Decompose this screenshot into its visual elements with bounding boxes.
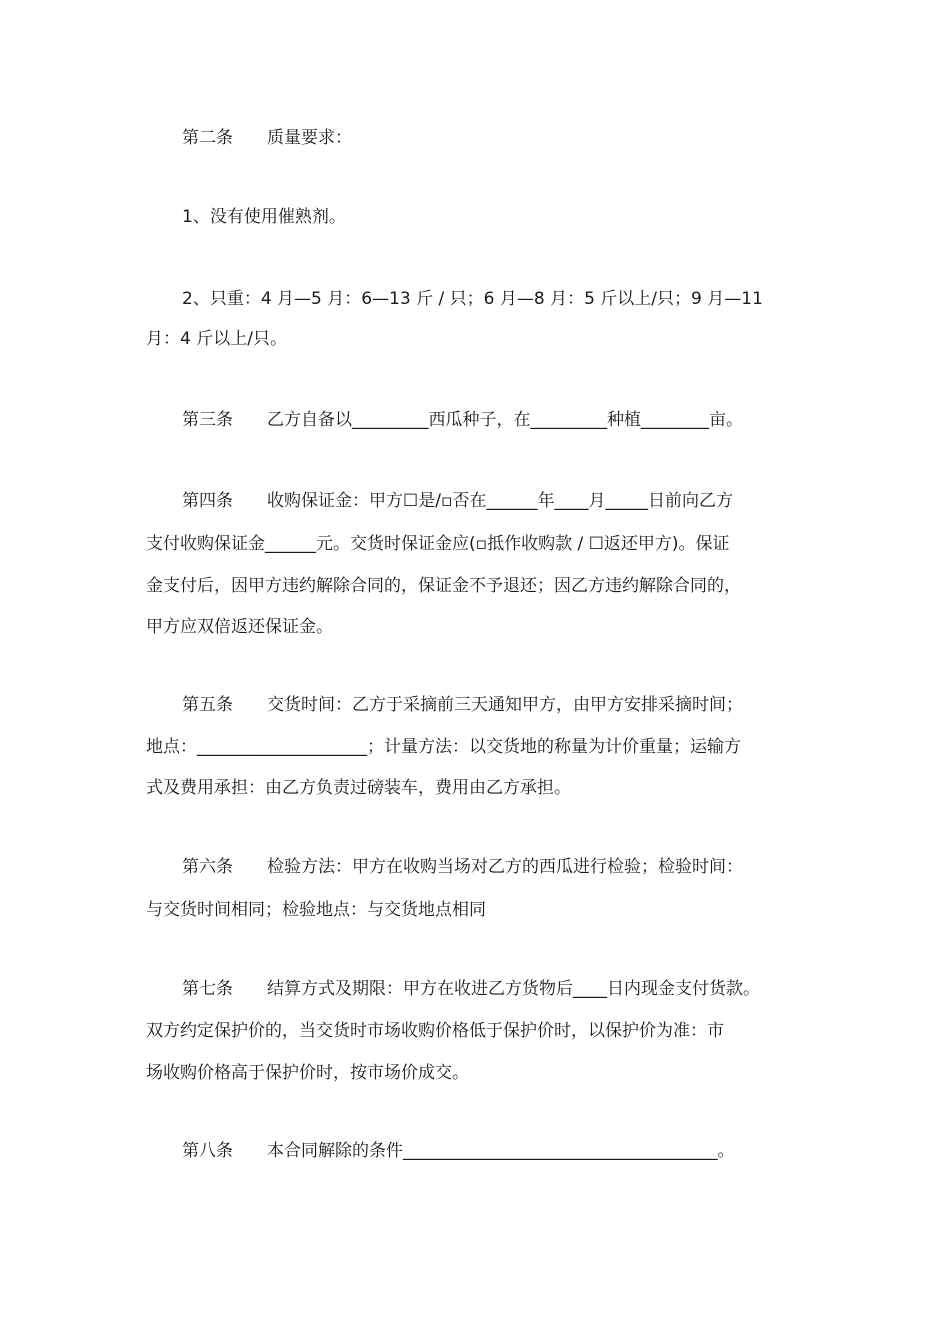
- article7-line-3: 场收购价格高于保护价时，按市场价成交。: [146, 1063, 469, 1083]
- quality-item-1: 1、没有使用催熟剂。: [182, 207, 346, 227]
- article7-line-2: 双方约定保护价的，当交货时市场收购价格低于保护价时，以保护价为准：市: [146, 1021, 724, 1041]
- article5-line-3: 式及费用承担：由乙方负责过磅装车，费用由乙方承担。: [146, 778, 571, 798]
- article7-line-1: 第七条 结算方式及期限：甲方在收进乙方货物后____日内现金支付货款。: [182, 979, 760, 999]
- article6-line-1: 第六条 检验方法：甲方在收购当场对乙方的西瓜进行检验；检验时间：: [182, 857, 743, 877]
- article6-line-2: 与交货时间相同；检验地点：与交货地点相同: [146, 900, 486, 920]
- article2-title: 第二条 质量要求：: [182, 128, 352, 148]
- article5-line-1: 第五条 交货时间：乙方于采摘前三天通知甲方，由甲方安排采摘时间；: [182, 695, 743, 715]
- article4-line-1: 第四条 收购保证金：甲方☐是/▫否在______年____月_____日前向乙方: [182, 491, 733, 511]
- article4-line-4: 甲方应双倍返还保证金。: [146, 617, 333, 637]
- quality-item-2-line-2: 月：4 斤以上/只。: [146, 329, 287, 349]
- article3: 第三条 乙方自备以_________西瓜种子，在_________种植________亩。: [182, 410, 743, 430]
- article4-line-2: 支付收购保证金______元。交货时保证金应(▫抵作收购款 / ☐返还甲方)。保证: [146, 534, 730, 554]
- article8: 第八条 本合同解除的条件_____________________________________。: [182, 1141, 735, 1161]
- article4-line-3: 金支付后，因甲方违约解除合同的，保证金不予退还；因乙方违约解除合同的，: [146, 576, 741, 596]
- article5-line-2: 地点：____________________；计量方法：以交货地的称量为计价重量；运输方: [146, 737, 741, 757]
- quality-item-2-line-1: 2、只重：4 月—5 月：6—13 斤 / 只；6 月—8 月：5 斤以上/只；9 月—11: [182, 289, 763, 309]
